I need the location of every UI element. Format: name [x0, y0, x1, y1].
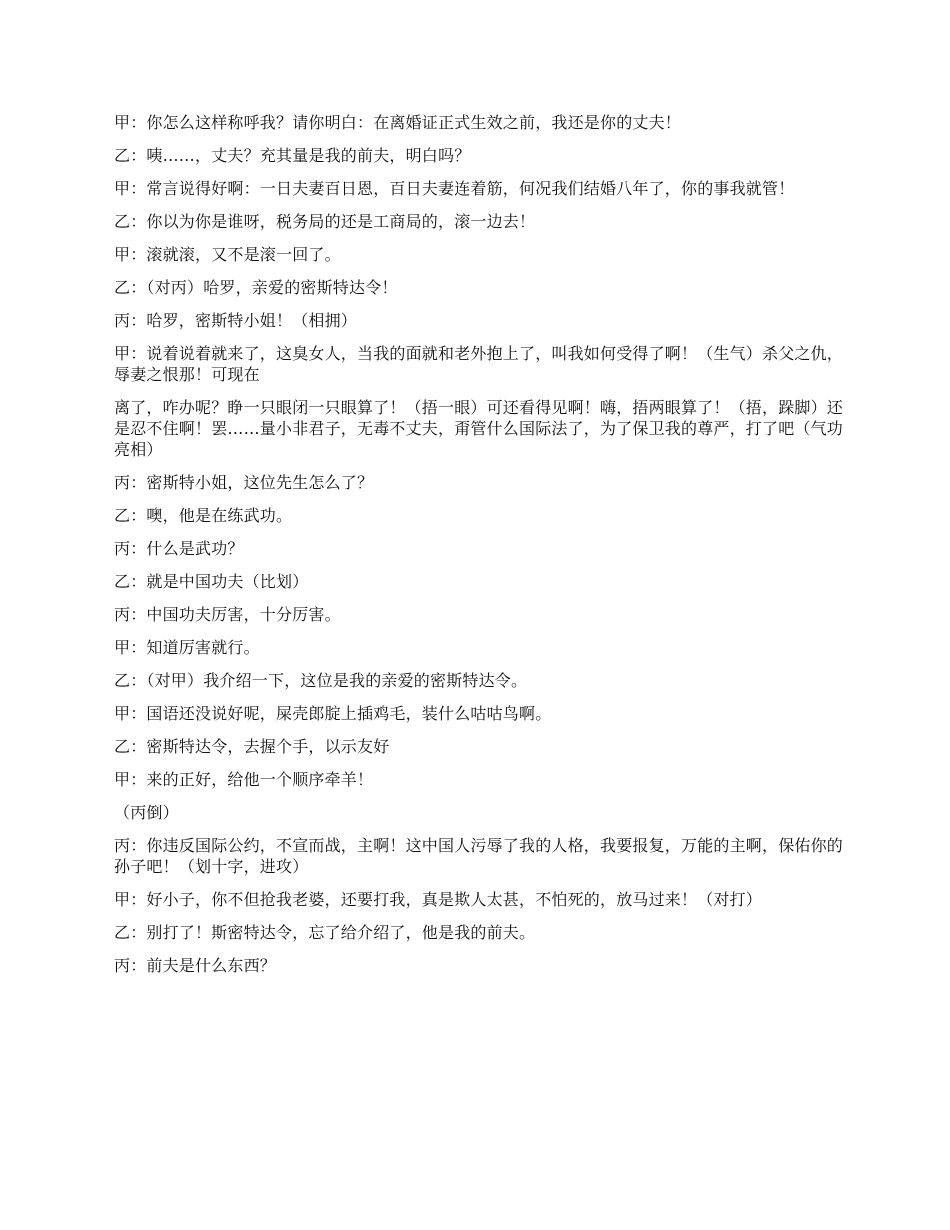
dialogue-line: 丙：前夫是什么东西？	[114, 956, 277, 975]
dialogue-line: 丙：你违反国际公约，不宣而战，主啊！这中国人污辱了我的人格，我要报复，万能的主啊，保佑你的孙子吧！（划十字，进攻）	[114, 836, 844, 876]
dialogue-line: 乙：（对丙）哈罗，亲爱的密斯特达令！	[114, 278, 398, 297]
dialogue-line: 丙：什么是武功？	[114, 539, 244, 558]
dialogue-line: 乙：就是中国功夫（比划）	[114, 572, 309, 591]
dialogue-line: 乙：（对甲）我介绍一下，这位是我的亲爱的密斯特达令。	[114, 671, 528, 690]
dialogue-line: 甲：国语还没说好呢，屎壳郎腚上插鸡毛，装什么咕咕鸟啊。	[114, 704, 552, 723]
dialogue-line: 离了，咋办呢？睁一只眼闭一只眼算了！（捂一眼）可还看得见啊！嗨，捂两眼算了！（捂，跺脚）还是忍不住啊！罢……量小非君子，无毒不丈夫，甭管什么国际法了，为了保卫我的尊严，打了吧（气功亮相）	[114, 398, 844, 459]
dialogue-line: 丙：密斯特小姐，这位先生怎么了？	[114, 473, 374, 492]
stage-direction: （丙倒）	[114, 803, 179, 822]
dialogue-line: 乙：咦……，丈夫？充其量是我的前夫，明白吗？	[114, 146, 471, 165]
dialogue-line: 丙：中国功夫厉害，十分厉害。	[114, 605, 341, 624]
dialogue-line: 乙：你以为你是谁呀，税务局的还是工商局的，滚一边去！	[114, 212, 536, 231]
dialogue-line: 甲：好小子，你不但抢我老婆，还要打我，真是欺人太甚，不怕死的，放马过来！（对打）	[114, 890, 763, 909]
dialogue-line: 甲：知道厉害就行。	[114, 638, 260, 657]
dialogue-line: 乙：噢，他是在练武功。	[114, 506, 293, 525]
dialogue-line: 甲：说着说着就来了，这臭女人，当我的面就和老外抱上了，叫我如何受得了啊！（生气）杀父之仇，辱妻之恨那！可现在	[114, 344, 844, 384]
document-body	[114, 112, 844, 988]
dialogue-line: 丙：哈罗，密斯特小姐！（相拥）	[114, 311, 358, 330]
dialogue-line: 甲：来的正好，给他一个顺序牵羊！	[114, 770, 374, 789]
dialogue-line: 乙：密斯特达令，去握个手，以示友好	[114, 737, 390, 756]
dialogue-line: 甲：常言说得好啊：一日夫妻百日恩，百日夫妻连着筋，何况我们结婚八年了，你的事我就管！	[114, 179, 795, 198]
dialogue-line: 甲：你怎么这样称呼我？请你明白：在离婚证正式生效之前，我还是你的丈夫！	[114, 113, 682, 132]
dialogue-line: 甲：滚就滚，又不是滚一回了。	[114, 245, 341, 264]
dialogue-line: 乙：别打了！斯密特达令，忘了给介绍了，他是我的前夫。	[114, 923, 536, 942]
